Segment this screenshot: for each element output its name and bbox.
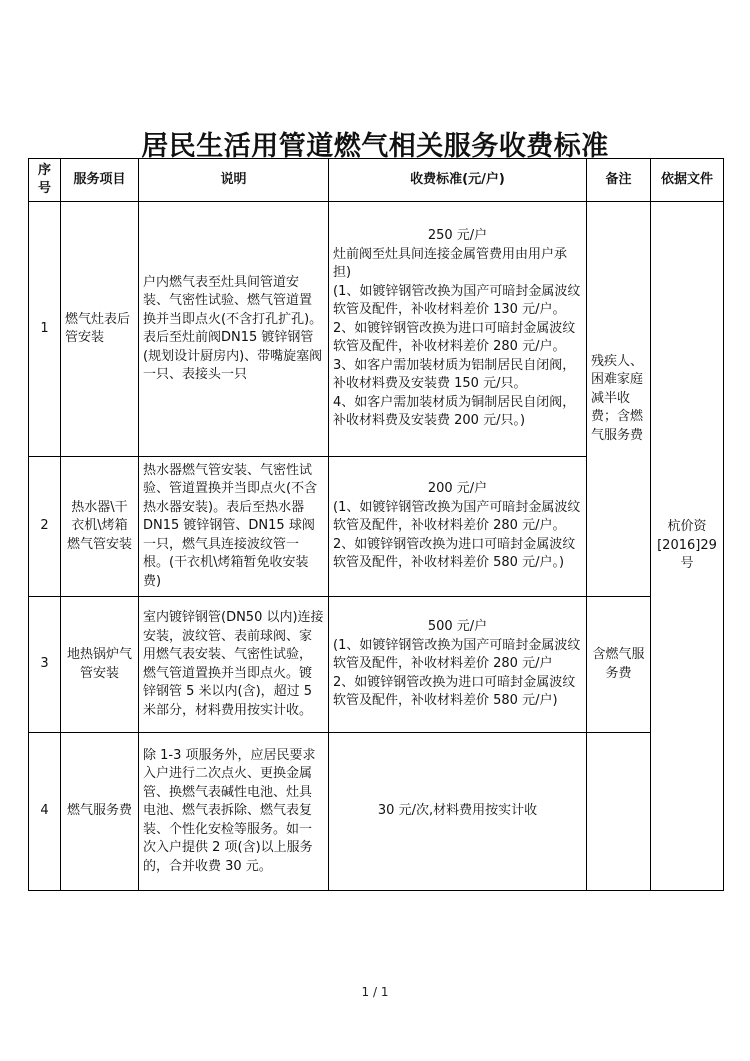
- row-seq: 1: [29, 202, 61, 457]
- table-row: [29, 597, 724, 733]
- header-item: 服务项目: [61, 159, 139, 202]
- header-seq: 序号: [29, 159, 61, 202]
- row-desc: 户内燃气表至灶具间管道安装、气密性试验、燃气管道置换并当即点火(不含打孔扩孔)。表后至灶前阀DN15 镀锌钢管(规划设计厨房内)、带嘴旋塞阀一只、表接头一只: [139, 202, 329, 457]
- fee-line: 3、如客户需加装材质为铝制居民自闭阀，补收材料费及安装费 150 元/只。: [333, 357, 576, 392]
- table-row: [29, 202, 724, 457]
- basis-cell: 杭价资[2016]29 号: [651, 202, 724, 891]
- row-item: 燃气灶表后管安装: [61, 202, 139, 457]
- fee-line: 2、如镀锌钢管改换为进口可暗封金属波纹软管及配件，补收材料差价 580 元/户): [333, 674, 576, 709]
- row-fee: [329, 202, 587, 457]
- row-fee: 30 元/次,材料费用按实计收: [329, 733, 587, 891]
- fee-line: 4、如客户需加装材质为铜制居民自闭阀，补收材料费及安装费 200 元/只。): [333, 394, 576, 429]
- row-fee: [329, 597, 587, 733]
- row-desc: 热水器燃气管安装、气密性试验、管道置换并当即点火(不含热水器安装)。表后至热水器 DN15 镀锌钢管、DN15 球阀一只，燃气具连接波纹管一根。(干衣机\烤箱暂免收安装费): [139, 457, 329, 597]
- fee-line: 2、如镀锌钢管改换为进口可暗封金属波纹软管及配件，补收材料差价 580 元/户。): [333, 536, 576, 571]
- row-item: 燃气服务费: [61, 733, 139, 891]
- fee-main: 250 元/户: [427, 228, 488, 244]
- row-fee: [329, 457, 587, 597]
- fee-line: (1、如镀锌钢管改换为国产可暗封金属波纹软管及配件，补收材料差价 130 元/户。: [333, 283, 581, 318]
- row-desc: 室内镀锌钢管(DN50 以内)连接安装，波纹管、表前球阀、家用燃气表安装、气密性试验，燃气管道置换并当即点火。镀锌钢管 5 米以内(含)，超过 5 米部分，材料费用按实计收。: [139, 597, 329, 733]
- row-item: 地热锅炉气管安装: [61, 597, 139, 733]
- header-basis: 依据文件: [651, 159, 724, 202]
- note-cell: [587, 733, 651, 891]
- row-seq: 4: [29, 733, 61, 891]
- header-row: [29, 159, 724, 202]
- header-note: 备注: [587, 159, 651, 202]
- page-title: 居民生活用管道燃气相关服务收费标准: [141, 131, 609, 162]
- fee-line: 灶前阀至灶具间连接金属管费用由用户承担): [333, 246, 568, 281]
- header-fee: 收费标准(元/户): [329, 159, 587, 202]
- row-desc: 除 1-3 项服务外，应居民要求入户进行二次点火、更换金属管、换燃气表碱性电池、灶具电池、燃气表拆除、燃气表复装、个性化安检等服务。如一次入户提供 2 项(含)以上服务的，合并收费 30 元。: [139, 733, 329, 891]
- row-seq: 2: [29, 457, 61, 597]
- note-cell: 含燃气服务费: [587, 597, 651, 733]
- table-row: [29, 733, 724, 891]
- fee-table: [28, 158, 724, 891]
- fee-main: 500 元/户: [427, 619, 488, 635]
- fee-line: 2、如镀锌钢管改换为进口可暗封金属波纹软管及配件，补收材料差价 280 元/户。: [333, 320, 576, 355]
- fee-main: 200 元/户: [427, 481, 488, 497]
- fee-line: (1、如镀锌钢管改换为国产可暗封金属波纹软管及配件，补收材料差价 280 元/户。: [333, 499, 581, 534]
- fee-line: (1、如镀锌钢管改换为国产可暗封金属波纹软管及配件，补收材料差价 280 元/户: [333, 637, 581, 672]
- note-cell: 残疾人、困难家庭减半收费；含燃气服务费: [587, 202, 651, 597]
- page-number: 1 / 1: [361, 985, 389, 999]
- row-seq: 3: [29, 597, 61, 733]
- header-desc: 说明: [139, 159, 329, 202]
- row-item: 热水器\干衣机\烤箱燃气管安装: [61, 457, 139, 597]
